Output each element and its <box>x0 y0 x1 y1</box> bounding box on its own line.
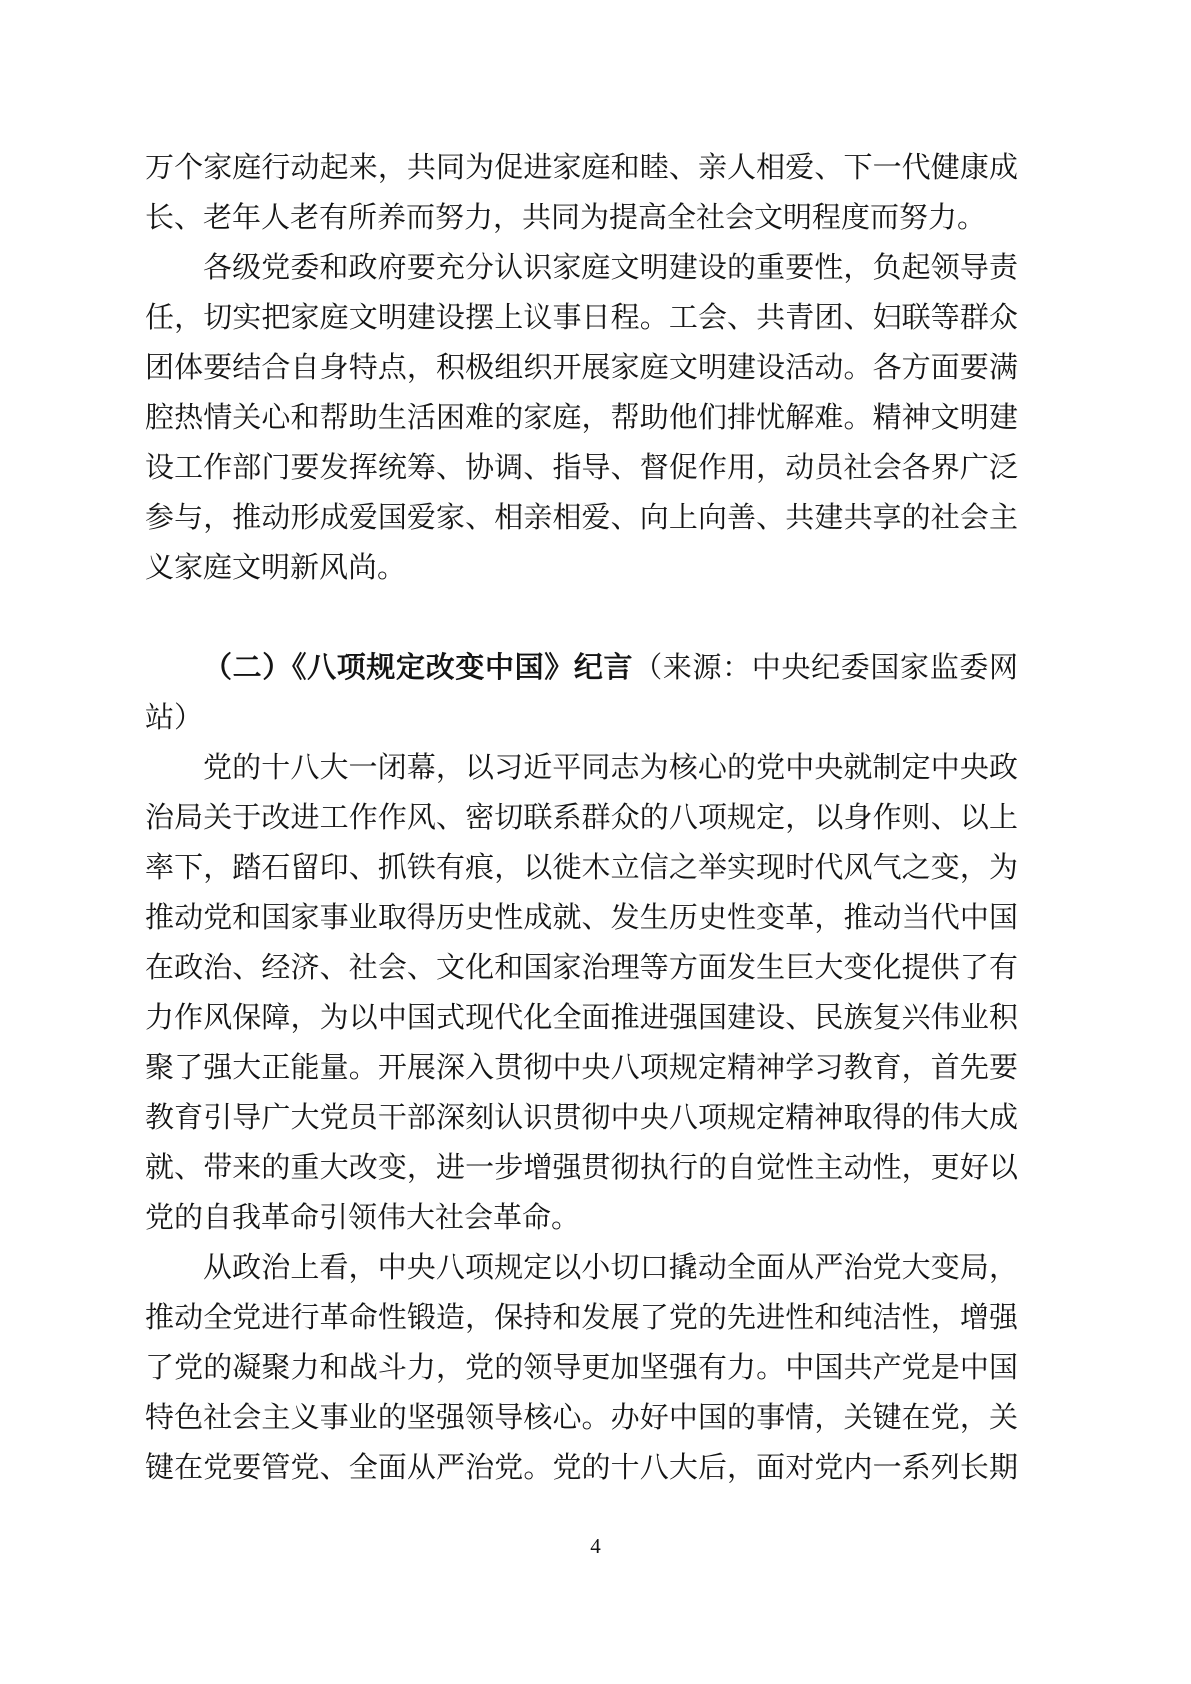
text-line: 参与，推动形成爱国爱家、相亲相爱、向上向善、共建共享的社会主 <box>145 502 1018 534</box>
text-line: 聚了强大正能量。开展深入贯彻中央八项规定精神学习教育，首先要 <box>145 1052 1018 1084</box>
section-heading-line <box>145 643 1018 693</box>
text-line: 义家庭文明新风尚。 <box>145 552 407 584</box>
text-line: 党的自我革命引领伟大社会革命。 <box>145 1202 581 1234</box>
body-text <box>145 143 1018 1493</box>
text-line: 万个家庭行动起来，共同为促进家庭和睦、亲人相爱、下一代健康成 <box>145 152 1018 184</box>
text-line: 特色社会主义事业的坚强领导核心。办好中国的事情，关键在党，关 <box>145 1402 1018 1434</box>
text-line: 率下，踏石留印、抓铁有痕，以徙木立信之举实现时代风气之变，为 <box>145 852 1018 884</box>
text-line: 设工作部门要发挥统筹、协调、指导、督促作用，动员社会各界广泛 <box>145 452 1018 484</box>
text-line: 了党的凝聚力和战斗力，党的领导更加坚强有力。中国共产党是中国 <box>145 1352 1018 1384</box>
text-line: 腔热情关心和帮助生活困难的家庭，帮助他们排忧解难。精神文明建 <box>145 402 1018 434</box>
section-heading-source: （来源：中央纪委国家监委网 <box>633 652 1018 684</box>
text-line: 在政治、经济、社会、文化和国家治理等方面发生巨大变化提供了有 <box>145 952 1018 984</box>
paragraph-political-view <box>145 1243 1018 1493</box>
text-line: 推动党和国家事业取得历史性成就、发生历史性变革，推动当代中国 <box>145 902 1018 934</box>
section-heading-title: （二）《八项规定改变中国》纪言 <box>203 652 634 684</box>
paragraph-eight-provisions <box>145 743 1018 1243</box>
text-line: 长、老年人老有所养而努力，共同为提高全社会文明程度而努力。 <box>145 202 987 234</box>
page-number: 4 <box>590 1534 601 1558</box>
text-line: 任，切实把家庭文明建设摆上议事日程。工会、共青团、妇联等群众 <box>145 302 1018 334</box>
text-line: 力作风保障，为以中国式现代化全面推进强国建设、民族复兴伟业积 <box>145 1002 1018 1034</box>
text-line: 推动全党进行革命性锻造，保持和发展了党的先进性和纯洁性，增强 <box>145 1302 1018 1334</box>
text-line: 各级党委和政府要充分认识家庭文明建设的重要性，负起领导责 <box>203 252 1018 284</box>
text-line: 就、带来的重大改变，进一步增强贯彻执行的自觉性主动性，更好以 <box>145 1152 1018 1184</box>
section-heading-line: 站） <box>145 702 204 734</box>
text-line: 从政治上看，中央八项规定以小切口撬动全面从严治党大变局， <box>203 1252 1018 1284</box>
paragraph-party-committees <box>145 243 1018 593</box>
text-line: 团体要结合自身特点，积极组织开展家庭文明建设活动。各方面要满 <box>145 352 1018 384</box>
text-line: 教育引导广大党员干部深刻认识贯彻中央八项规定精神取得的伟大成 <box>145 1102 1018 1134</box>
text-line: 治局关于改进工作作风、密切联系群众的八项规定，以身作则、以上 <box>145 802 1018 834</box>
text-line: 党的十八大一闭幕，以习近平同志为核心的党中央就制定中央政 <box>203 752 1018 784</box>
text-line: 键在党要管党、全面从严治党。党的十八大后，面对党内一系列长期 <box>145 1452 1018 1484</box>
section-heading <box>145 643 1018 743</box>
paragraph-family-action <box>145 143 1018 243</box>
